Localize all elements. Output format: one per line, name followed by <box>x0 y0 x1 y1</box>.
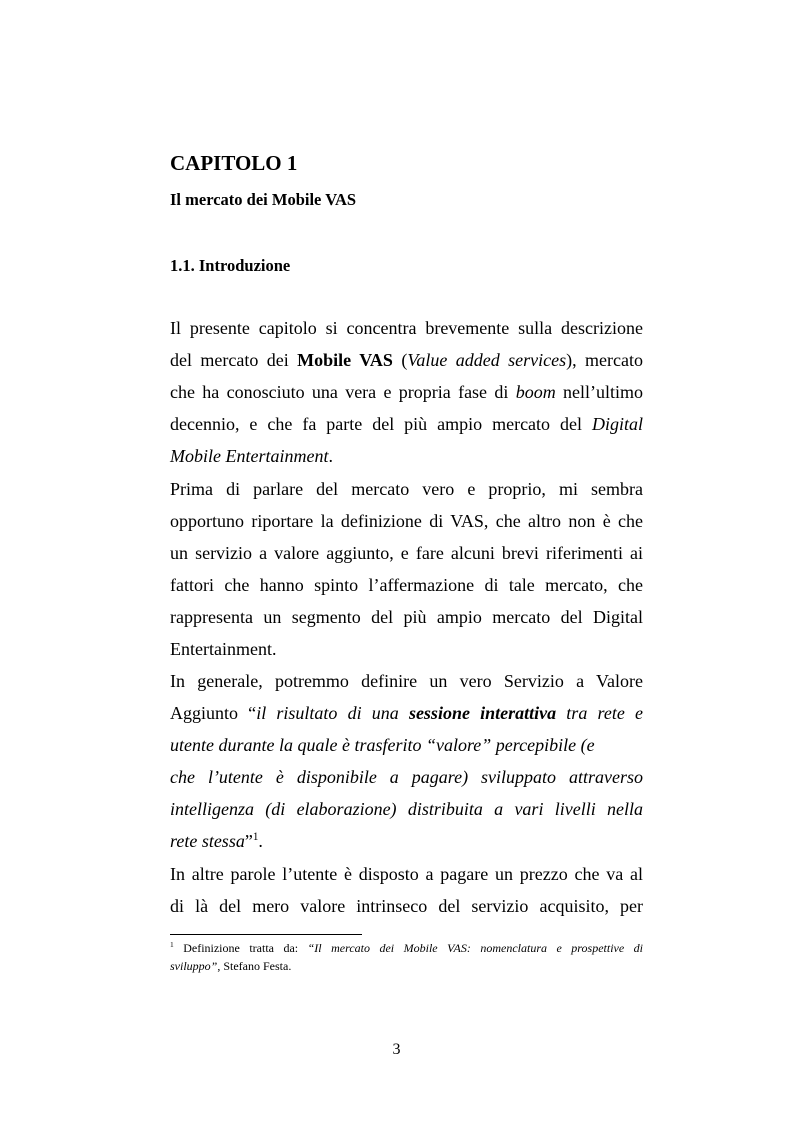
footnote-author: , Stefano Festa. <box>217 959 292 973</box>
section-heading: 1.1. Introduzione <box>170 256 291 275</box>
text-run: ), mercato <box>566 350 643 370</box>
footnote-source-title: sviluppo” <box>170 959 218 973</box>
text-run: In altre parole l’utente è disposto a pagare un prezzo che va al <box>170 864 643 884</box>
text-run: ” <box>244 831 253 851</box>
text-run: nell’ultimo <box>555 382 643 402</box>
italic-quote: rete stessa <box>170 831 245 851</box>
chapter-subtitle: Il mercato dei Mobile VAS <box>170 190 357 209</box>
paragraph-line <box>170 766 643 788</box>
paragraph-line <box>170 830 643 852</box>
italic-quote: intelligenza (di elaborazione) distribuita a vari livelli nella <box>170 799 643 819</box>
paragraph-line <box>170 895 643 917</box>
paragraph-line <box>170 445 643 467</box>
text-run: Il presente capitolo si concentra brevemente sulla descrizione <box>170 318 643 338</box>
text-run: di là del mero valore intrinseco del servizio acquisito, per <box>170 896 643 916</box>
italic-quote: che l’utente è disponibile a pagare) sviluppato attraverso <box>170 767 643 787</box>
text-run: Prima di parlare del mercato vero e proprio, mi sembra <box>170 479 643 499</box>
text-run: opportuno riportare la definizione di VAS, che altro non è che <box>170 511 643 531</box>
paragraph-line <box>170 702 643 724</box>
footnote-marker: 1 <box>170 940 174 949</box>
paragraph-line <box>170 798 643 820</box>
footnote-line <box>170 958 643 974</box>
bold-italic-term: sessione interattiva <box>408 703 557 723</box>
text-run: . <box>258 831 263 851</box>
italic-quote: tra rete e <box>556 703 643 723</box>
bold-term: Mobile VAS <box>297 350 393 370</box>
text-run: fattori che hanno spinto l’affermazione di tale mercato, che <box>170 575 643 595</box>
italic-quote: utente durante la quale è trasferito “valore” percepibile (e <box>170 735 595 755</box>
italic-quote: il risultato di una <box>256 703 409 723</box>
italic-term: Digital <box>591 414 643 434</box>
text-run: In generale, potremmo definire un vero Servizio a Valore <box>170 671 643 691</box>
italic-term: Mobile Entertainment <box>170 446 329 466</box>
paragraph-line <box>170 381 643 403</box>
paragraph-line <box>170 734 643 756</box>
paragraph-line <box>170 478 643 500</box>
paragraph-line <box>170 542 643 564</box>
text-run: rappresenta un segmento del più ampio mercato del Digital <box>170 607 643 627</box>
paragraph-line <box>170 413 643 435</box>
italic-term: boom <box>515 382 556 402</box>
paragraph-line <box>170 349 643 371</box>
footnote-reference[interactable]: 1 <box>252 831 259 843</box>
text-run: Aggiunto “ <box>170 703 257 723</box>
paragraph-line <box>170 863 643 885</box>
paragraph-line <box>170 670 643 692</box>
text-run: decennio, e che fa parte del più ampio mercato del <box>170 414 592 434</box>
chapter-title: CAPITOLO 1 <box>170 151 298 175</box>
paragraph-line <box>170 606 643 628</box>
text-run: . <box>328 446 333 466</box>
footnote-source-title: “Il mercato dei Mobile VAS: nomenclatura e prospettive di <box>307 941 643 955</box>
footnote-text: Definizione tratta da: <box>173 941 308 955</box>
paragraph-line <box>170 574 643 596</box>
paragraph-line <box>170 638 643 660</box>
text-run: che ha conosciuto una vera e propria fase di <box>170 382 516 402</box>
text-run: del mercato dei <box>170 350 298 370</box>
text-run: ( <box>392 350 408 370</box>
page-number: 3 <box>392 1041 401 1058</box>
footnote-separator <box>170 934 362 935</box>
italic-term: Value added services <box>407 350 567 370</box>
paragraph-line <box>170 510 643 532</box>
paragraph-line <box>170 317 643 339</box>
footnote-line <box>170 940 643 956</box>
text-run: un servizio a valore aggiunto, e fare alcuni brevi riferimenti ai <box>170 543 643 563</box>
text-run: Entertainment. <box>170 639 277 659</box>
